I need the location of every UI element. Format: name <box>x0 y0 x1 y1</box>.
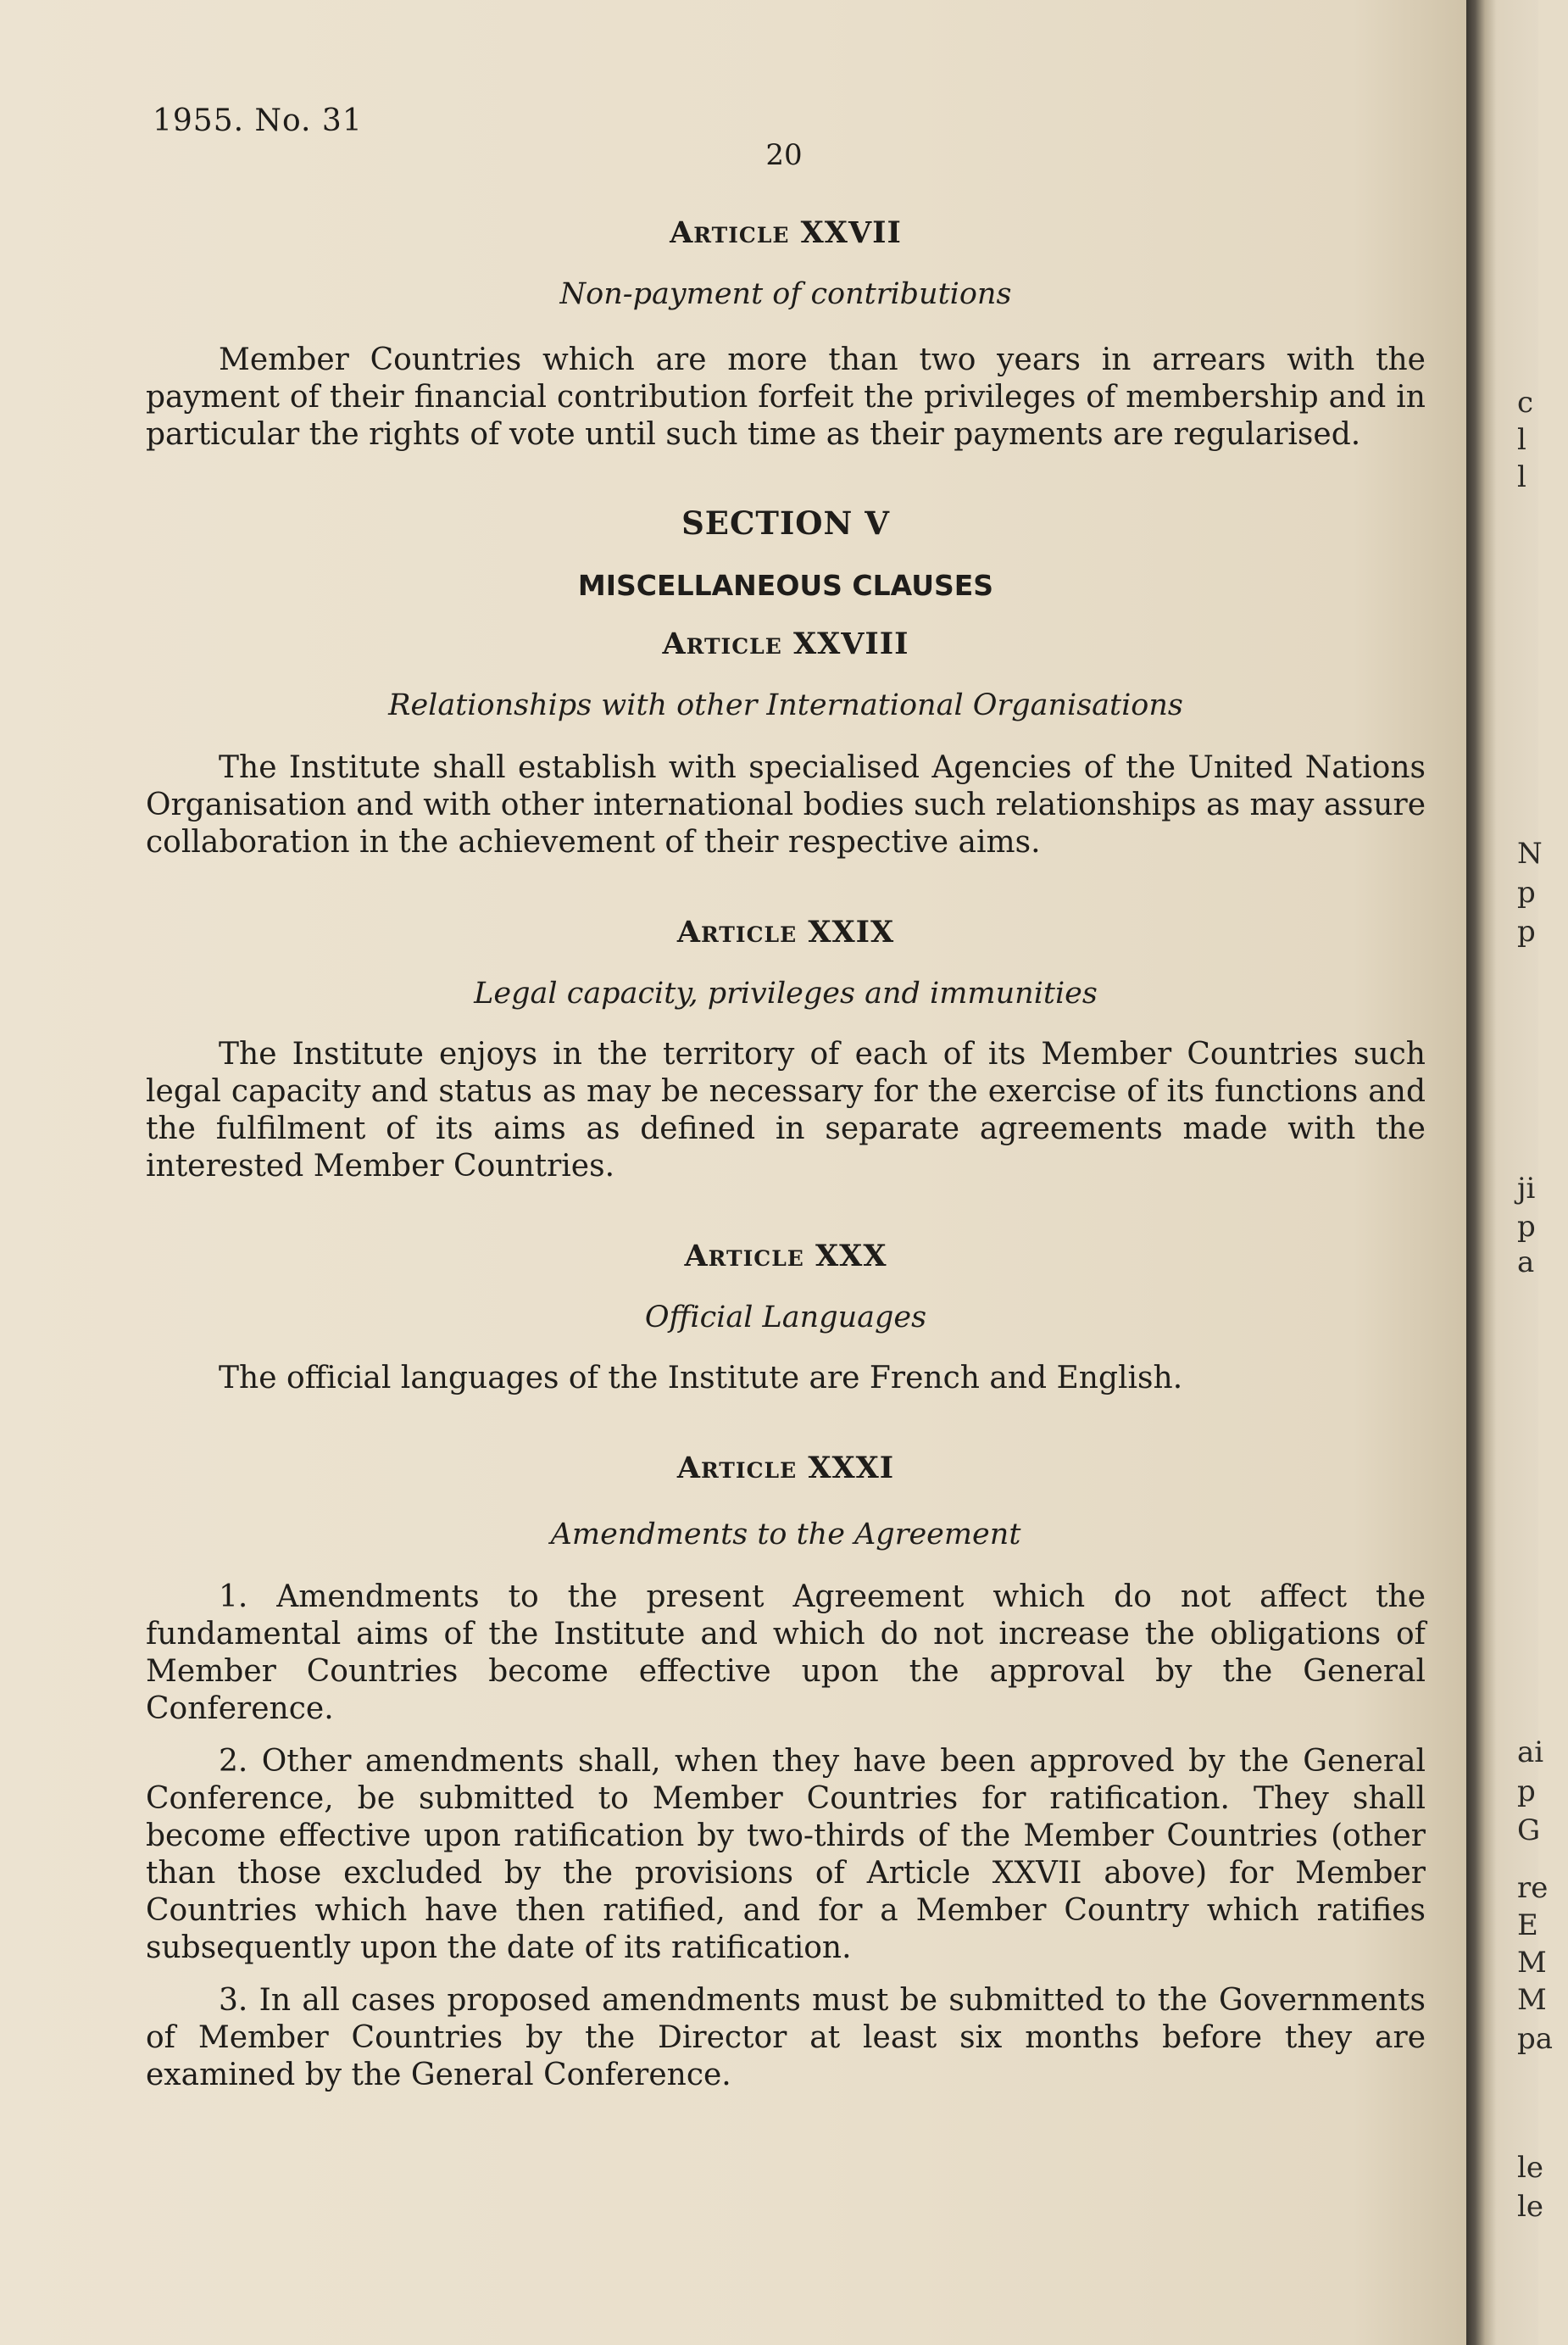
article-heading: Article XXX <box>684 1239 887 1273</box>
fragment: G <box>1517 1813 1541 1847</box>
fragment: l <box>1517 423 1526 457</box>
article-subheading: Legal capacity, privileges and immunities <box>474 977 1098 1011</box>
fragment: p <box>1517 1774 1536 1808</box>
fragment: pa <box>1517 2022 1554 2056</box>
fragment: M <box>1517 1983 1547 2017</box>
fragment: l <box>1517 460 1526 494</box>
section-title: SECTION V <box>681 504 890 542</box>
article-heading: Article XXXI <box>676 1451 895 1485</box>
fragment: p <box>1517 915 1536 949</box>
fragment: ji <box>1517 1172 1536 1206</box>
article-heading: Article XXVIII <box>662 627 909 661</box>
fragment: a <box>1517 1245 1535 1279</box>
fragment: le <box>1517 2151 1543 2185</box>
fragment: ai <box>1517 1735 1544 1769</box>
fragment: E <box>1517 1908 1538 1942</box>
article-text: Member Countries which are more than two years in arrears with the payment of their financial contribution forfeit the privileges of membership and in particular the rights of vote until such time as their payments are regularised. <box>146 343 1426 452</box>
fragment: le <box>1517 2190 1543 2224</box>
article-heading: Article XXVII <box>670 215 902 250</box>
article-subheading: Official Languages <box>644 1301 927 1334</box>
page-body <box>146 208 1426 2094</box>
article-heading: Article XXIX <box>676 915 895 950</box>
article-text: The Institute enjoys in the territory of each of its Member Countries such legal capacity and status as may be necessary for the exercise of its functions and the fulfilment of its aims as defined in separate agreements made with the interested Member Countries. <box>146 1037 1426 1184</box>
amendment-paragraph-3: 3. In all cases proposed amendments must be submitted to the Governments of Member Countries by the Director at least six months before they are examined by the General Conference. <box>146 1983 1426 2092</box>
page-number: 20 <box>765 138 803 172</box>
fragment: M <box>1517 1946 1547 1980</box>
article-text: The Institute shall establish with specialised Agencies of the United Nations Organisation and with other international bodies such relationships as may assure collaboration in the achievement of their respective aims. <box>146 750 1426 860</box>
section-subtitle: MISCELLANEOUS CLAUSES <box>577 569 994 602</box>
fragment: c <box>1517 386 1534 420</box>
fragment: N <box>1517 837 1543 871</box>
amendment-paragraph-1: 1. Amendments to the present Agreement which do not affect the fundamental aims of the Institute and which do not increase the obligations of Member Countries become effective upon the approval by the General Conference. <box>146 1579 1426 1726</box>
article-subheading: Amendments to the Agreement <box>550 1518 1021 1551</box>
fragment: p <box>1517 876 1536 910</box>
article-subheading: Non-payment of contributions <box>559 277 1012 311</box>
fragment: re <box>1517 1871 1549 1905</box>
fragment: p <box>1517 1210 1536 1244</box>
document-reference: 1955. No. 31 <box>153 103 363 138</box>
article-subheading: Relationships with other International Organisations <box>388 688 1183 722</box>
adjacent-page-fragments <box>1517 0 1554 2345</box>
article-text: The official languages of the Institute are French and English. <box>219 1361 1183 1395</box>
amendment-paragraph-2: 2. Other amendments shall, when they have been approved by the General Conference, be submitted to Member Countries for ratification. They shall become effective upon ratification by two-thirds of the Member Countries (other than those excluded by the provisions of Article XXVII above) for Member Countries which have then ratified, and for a Member Country which ratifies subsequently upon the date of its ratification. <box>146 1744 1426 1965</box>
